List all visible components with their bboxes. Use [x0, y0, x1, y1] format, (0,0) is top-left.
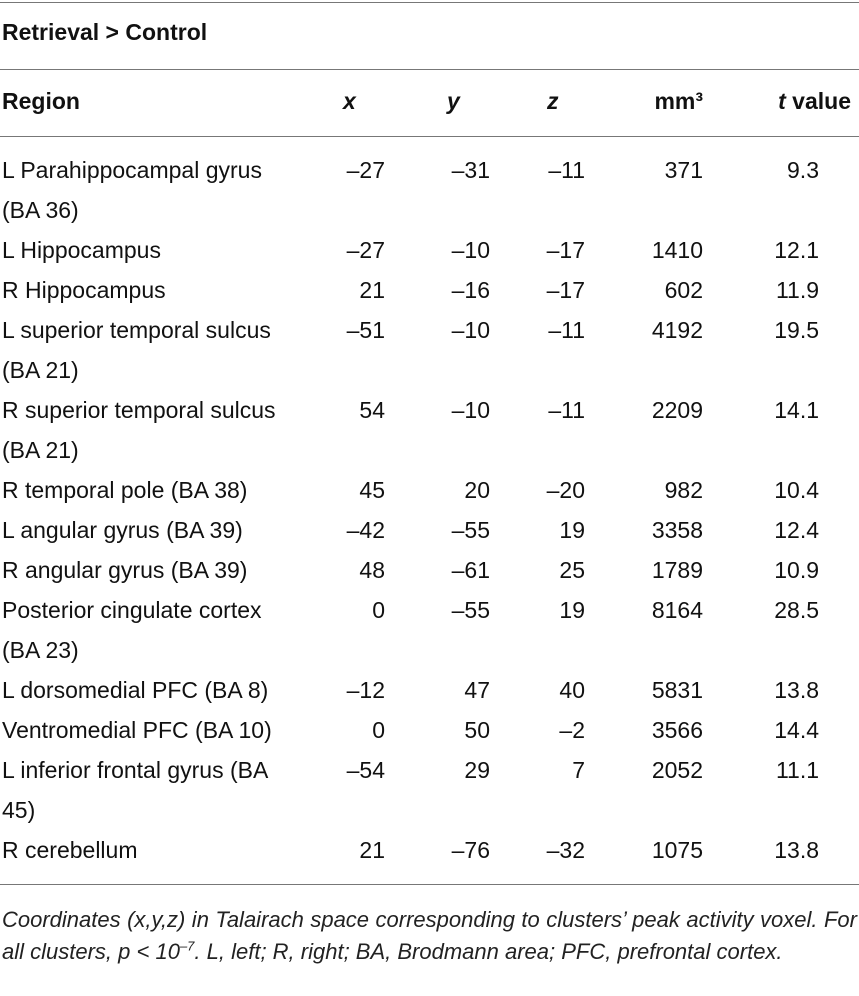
table-footnote — [2, 904, 857, 968]
cell-t-value: 19.5 — [774, 317, 819, 343]
header-rule — [0, 136, 859, 137]
cell-x: 21 — [359, 837, 385, 863]
table-row — [0, 270, 859, 310]
cell-x: 21 — [359, 277, 385, 303]
table-row — [0, 590, 859, 670]
cell-region: Posterior cingulate cortex (BA 23) — [2, 597, 262, 663]
cell-t-value: 10.4 — [774, 477, 819, 503]
table-row — [0, 670, 859, 710]
cell-z: –11 — [548, 157, 585, 183]
cell-z: –32 — [546, 837, 585, 863]
cell-x: –27 — [346, 157, 385, 183]
cell-y: –31 — [451, 157, 490, 183]
cell-y: –61 — [451, 557, 490, 583]
footnote-exponent: –7 — [179, 938, 195, 954]
cell-t-value: 11.9 — [775, 277, 819, 303]
cell-z: –17 — [546, 277, 585, 303]
cell-y: –55 — [451, 597, 490, 623]
cell-z: –20 — [546, 477, 585, 503]
header-t-value — [778, 84, 851, 118]
cell-x: 0 — [372, 717, 385, 743]
header-x: x — [343, 88, 356, 114]
cell-region: L Parahippocampal gyrus (BA 36) — [2, 157, 262, 223]
table-row — [0, 150, 859, 230]
cell-region: R superior temporal sulcus (BA 21) — [2, 397, 276, 463]
cell-y: –10 — [451, 317, 490, 343]
header-volume: mm³ — [654, 88, 703, 114]
cell-region: R temporal pole (BA 38) — [2, 477, 248, 503]
cell-x: 0 — [372, 597, 385, 623]
cell-volume: 8164 — [651, 597, 703, 623]
table-row — [0, 750, 859, 830]
table-row — [0, 550, 859, 590]
cell-x: –51 — [346, 317, 385, 343]
cell-x: –42 — [346, 517, 385, 543]
cell-z: 7 — [572, 757, 585, 783]
cell-y: 20 — [464, 477, 490, 503]
table-body — [0, 150, 859, 870]
cell-t-value: 12.4 — [774, 517, 819, 543]
bottom-rule — [0, 884, 859, 885]
cell-t-value: 14.1 — [774, 397, 819, 423]
cell-z: –2 — [559, 717, 585, 743]
footnote-text-end: . L, left; R, right; BA, Brodmann area; PFC, prefrontal cortex. — [194, 939, 783, 964]
cell-z: 25 — [559, 557, 585, 583]
cell-y: 29 — [464, 757, 490, 783]
cell-region: L inferior frontal gyrus (BA 45) — [2, 757, 268, 823]
cell-y: 50 — [464, 717, 490, 743]
cell-z: 40 — [559, 677, 585, 703]
cell-x: 45 — [359, 477, 385, 503]
cell-y: –10 — [451, 237, 490, 263]
cell-region: Ventromedial PFC (BA 10) — [2, 717, 272, 743]
cell-volume: 1410 — [651, 237, 703, 263]
cell-x: –54 — [346, 757, 385, 783]
cell-x: 48 — [359, 557, 385, 583]
table-header — [0, 84, 859, 118]
cell-z: 19 — [559, 597, 585, 623]
cell-volume: 5831 — [651, 677, 703, 703]
cell-t-value: 28.5 — [774, 597, 819, 623]
cell-x: –27 — [346, 237, 385, 263]
cell-y: –76 — [451, 837, 490, 863]
top-rule — [0, 2, 859, 3]
cell-y: –55 — [451, 517, 490, 543]
header-t-rest: value — [785, 88, 851, 114]
cell-t-value: 11.1 — [775, 757, 819, 783]
cell-t-value: 10.9 — [774, 557, 819, 583]
cell-region: R angular gyrus (BA 39) — [2, 557, 248, 583]
header-y: y — [447, 88, 460, 114]
cell-t-value: 9.3 — [787, 157, 819, 183]
cell-volume: 1789 — [651, 557, 703, 583]
header-t-var: t — [778, 88, 786, 114]
cell-region: L Hippocampus — [2, 237, 161, 263]
cell-region: L superior temporal sulcus (BA 21) — [2, 317, 271, 383]
cell-x: –12 — [346, 677, 385, 703]
header-region: Region — [2, 88, 80, 114]
cell-volume: 2209 — [651, 397, 703, 423]
table-row — [0, 510, 859, 550]
cell-region: L dorsomedial PFC (BA 8) — [2, 677, 269, 703]
cell-z: –11 — [548, 317, 585, 343]
cell-volume: 3358 — [651, 517, 703, 543]
title-rule — [0, 69, 859, 70]
table-row — [0, 470, 859, 510]
cell-region: R Hippocampus — [2, 277, 166, 303]
table-row — [0, 390, 859, 470]
cell-y: 47 — [464, 677, 490, 703]
cell-volume: 1075 — [651, 837, 703, 863]
cell-volume: 982 — [664, 477, 703, 503]
cell-volume: 3566 — [651, 717, 703, 743]
cell-volume: 602 — [664, 277, 703, 303]
table-row — [0, 230, 859, 270]
cell-y: –10 — [451, 397, 490, 423]
header-z: z — [547, 88, 559, 114]
cell-t-value: 12.1 — [774, 237, 819, 263]
cell-z: –11 — [548, 397, 585, 423]
cell-region: L angular gyrus (BA 39) — [2, 517, 243, 543]
cell-z: –17 — [546, 237, 585, 263]
cell-z: 19 — [559, 517, 585, 543]
cell-volume: 2052 — [651, 757, 703, 783]
table-row — [0, 310, 859, 390]
section-title: Retrieval > Control — [2, 19, 208, 45]
footnote-text: Coordinates (x,y,z) in Talairach space corresponding to clusters’ peak activity voxel. For all clusters, p < 10 — [2, 907, 857, 964]
cell-volume: 371 — [664, 157, 703, 183]
cell-t-value: 13.8 — [774, 837, 819, 863]
cell-t-value: 14.4 — [774, 717, 819, 743]
table-row — [0, 710, 859, 750]
cell-x: 54 — [359, 397, 385, 423]
cell-t-value: 13.8 — [774, 677, 819, 703]
cell-y: –16 — [451, 277, 490, 303]
cell-volume: 4192 — [651, 317, 703, 343]
cell-region: R cerebellum — [2, 837, 138, 863]
table-row — [0, 830, 859, 870]
